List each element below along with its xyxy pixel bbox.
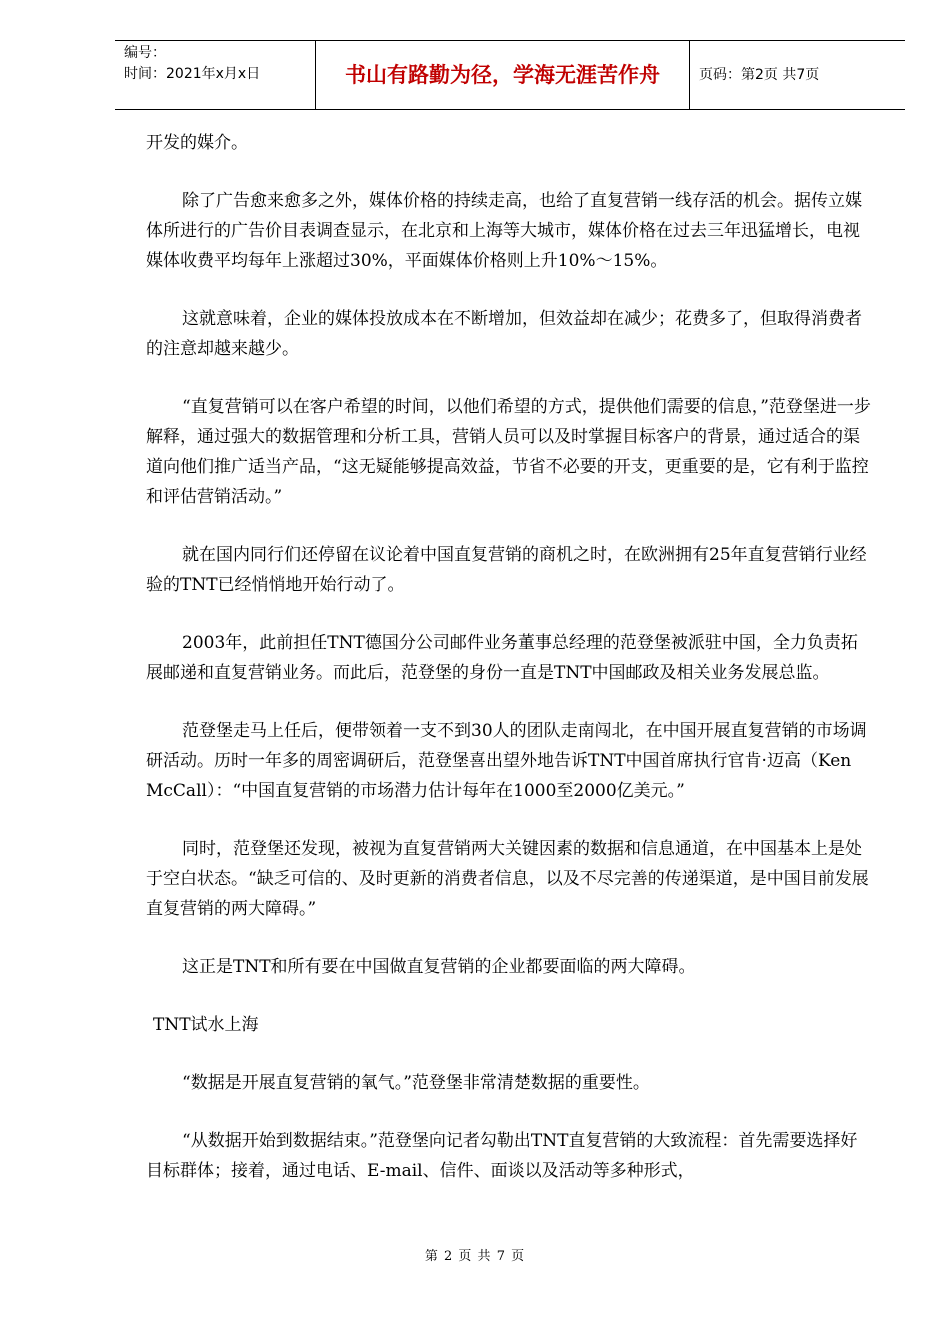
page-footer: 第 2 页 共 7 页 — [424, 1249, 526, 1264]
paragraph: 同时，范登堡还发现，被视为直复营销两大关键因素的数据和信息通道，在中国基本上是处于空白状态。“缺乏可信的、及时更新的消费者信息，以及不尽完善的传递渠道，是中国目前发展直复营销的两大障碍。” — [146, 839, 869, 919]
paragraph: 范登堡走马上任后，便带领着一支不到30人的团队走南闯北，在中国开展直复营销的市场调研活动。历时一年多的周密调研后，范登堡喜出望外地告诉TNT中国首席执行官肯·迈高（Ken McCall）：“中国直复营销的市场潜力估计每年在1000至2000亿美元。” — [146, 721, 867, 801]
paragraph: 就在国内同行们还停留在议论着中国直复营销的商机之时，在欧洲拥有25年直复营销行业经验的TNT已经悄悄地开始行动了。 — [146, 545, 867, 595]
paragraph: “从数据开始到数据结束。”范登堡向记者勾勒出TNT直复营销的大致流程：首先需要选择好目标群体；接着，通过电话、E-mail、信件、面谈以及活动等多种形式， — [146, 1131, 858, 1181]
header-motto: 书山有路勤为径，学海无涯苦作舟 — [316, 41, 690, 109]
header-page-info: 页码：第2页 共7页 — [699, 67, 820, 83]
paragraph: “直复营销可以在客户希望的时间，以他们希望的方式，提供他们需要的信息，”范登堡进一步解释，通过强大的数据管理和分析工具，营销人员可以及时掌握目标客户的背景，通过适合的渠道向他们推广适当产品，“这无疑能够提高效益，节省不必要的开支，更重要的是，它有利于监控和评估营销活动。” — [146, 397, 871, 507]
paragraph: 这正是TNT和所有要在中国做直复营销的企业都要面临的两大障碍。 — [182, 957, 696, 977]
paragraph: 这就意味着，企业的媒体投放成本在不断增加，但效益却在减少；花费多了，但取得消费者的注意却越来越少。 — [146, 309, 862, 359]
paragraph: 除了广告愈来愈多之外，媒体价格的持续走高，也给了直复营销一线存活的机会。据传立媒体所进行的广告价目表调查显示，在北京和上海等大城市，媒体价格在过去三年迅猛增长，电视媒体收费平均每年上涨超过30%，平面媒体价格则上升10%～15%。 — [146, 191, 862, 271]
page-header — [115, 40, 905, 110]
section-heading: TNT试水上海 — [153, 1015, 259, 1035]
header-time-label: 时间：2021年x月x日 — [124, 66, 261, 82]
header-number-label: 编号： — [124, 45, 166, 61]
paragraph: 开发的媒介。 — [146, 133, 248, 153]
document-body — [146, 128, 873, 1214]
paragraph: 2003年，此前担任TNT德国分公司邮件业务董事总经理的范登堡被派驻中国，全力负责拓展邮递和直复营销业务。而此后，范登堡的身份一直是TNT中国邮政及相关业务发展总监。 — [146, 633, 858, 683]
header-meta — [115, 41, 316, 109]
paragraph: “数据是开展直复营销的氧气。”范登堡非常清楚数据的重要性。 — [182, 1073, 650, 1093]
